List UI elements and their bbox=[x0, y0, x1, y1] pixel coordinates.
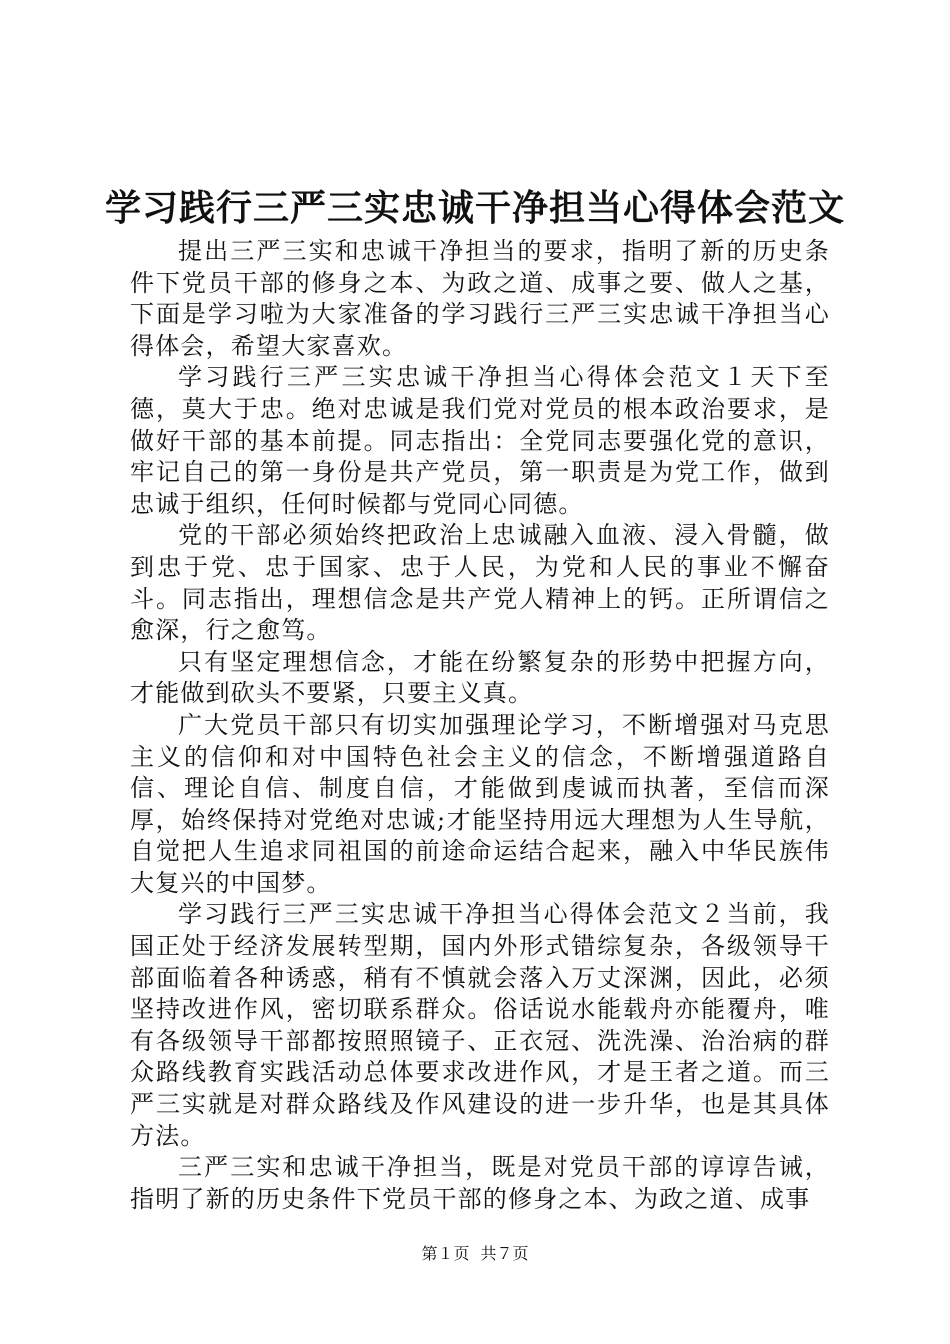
document-body bbox=[130, 236, 830, 1215]
paragraph: 党的干部必须始终把政治上忠诚融入血液、浸入骨髓，做到忠于党、忠于国家、忠于人民，为党和人民的事业不懈奋斗。同志指出，理想信念是共产党人精神上的钙。正所谓信之愈深，行之愈笃。 bbox=[130, 521, 830, 645]
page-number: 第１页 bbox=[421, 1244, 470, 1263]
paragraph: 三严三实和忠诚干净担当，既是对党员干部的谆谆告诫，指明了新的历史条件下党员干部的修身之本、为政之道、成事 bbox=[130, 1153, 830, 1213]
page-footer bbox=[0, 1243, 950, 1265]
paragraph: 只有坚定理想信念，才能在纷繁复杂的形势中把握方向，才能做到砍头不要紧，只要主义真。 bbox=[130, 647, 830, 708]
paragraph: 学习践行三严三实忠诚干净担当心得体会范文２当前，我国正处于经济发展转型期，国内外形式错综复杂，各级领导干部面临着各种诱惑，稍有不慎就会落入万丈深渊，因此，必须坚持改进作风，密切联系群众。俗话说水能载舟亦能覆舟，唯有各级领导干部都按照照镜子、正衣冠、洗洗澡、治治病的群众路线教育实践活动总体要求改进作风，才是王者之道。而三严三实就是对群众路线及作风建设的进一步升华，也是其具体方法。 bbox=[130, 900, 830, 1150]
paragraph: 广大党员干部只有切实加强理论学习，不断增强对马克思主义的信仰和对中国特色社会主义的信念，不断增强道路自信、理论自信、制度自信，才能做到虔诚而执著，至信而深厚，始终保持对党绝对忠诚;才能坚持用远大理想为人生导航，自觉把人生追求同祖国的前途命运结合起来，融入中华民族伟大复兴的中国梦。 bbox=[130, 710, 830, 897]
page-title: 学习践行三严三实忠诚干净担当心得体会范文 bbox=[104, 187, 845, 229]
paragraph: 提出三严三实和忠诚干净担当的要求，指明了新的历史条件下党员干部的修身之本、为政之道、成事之要、做人之基，下面是学习啦为大家准备的学习践行三严三实忠诚干净担当心得体会，希望大家喜欢。 bbox=[130, 237, 830, 360]
paragraph: 学习践行三严三实忠诚干净担当心得体会范文１天下至德，莫大于忠。绝对忠诚是我们党对党员的根本政治要求，是做好干部的基本前提。同志指出：全党同志要强化党的意识，牢记自己的第一身份是共产党员，第一职责是为党工作，做到忠诚于组织，任何时候都与党同心同德。 bbox=[130, 363, 830, 518]
page-total: 共７页 bbox=[480, 1244, 529, 1263]
